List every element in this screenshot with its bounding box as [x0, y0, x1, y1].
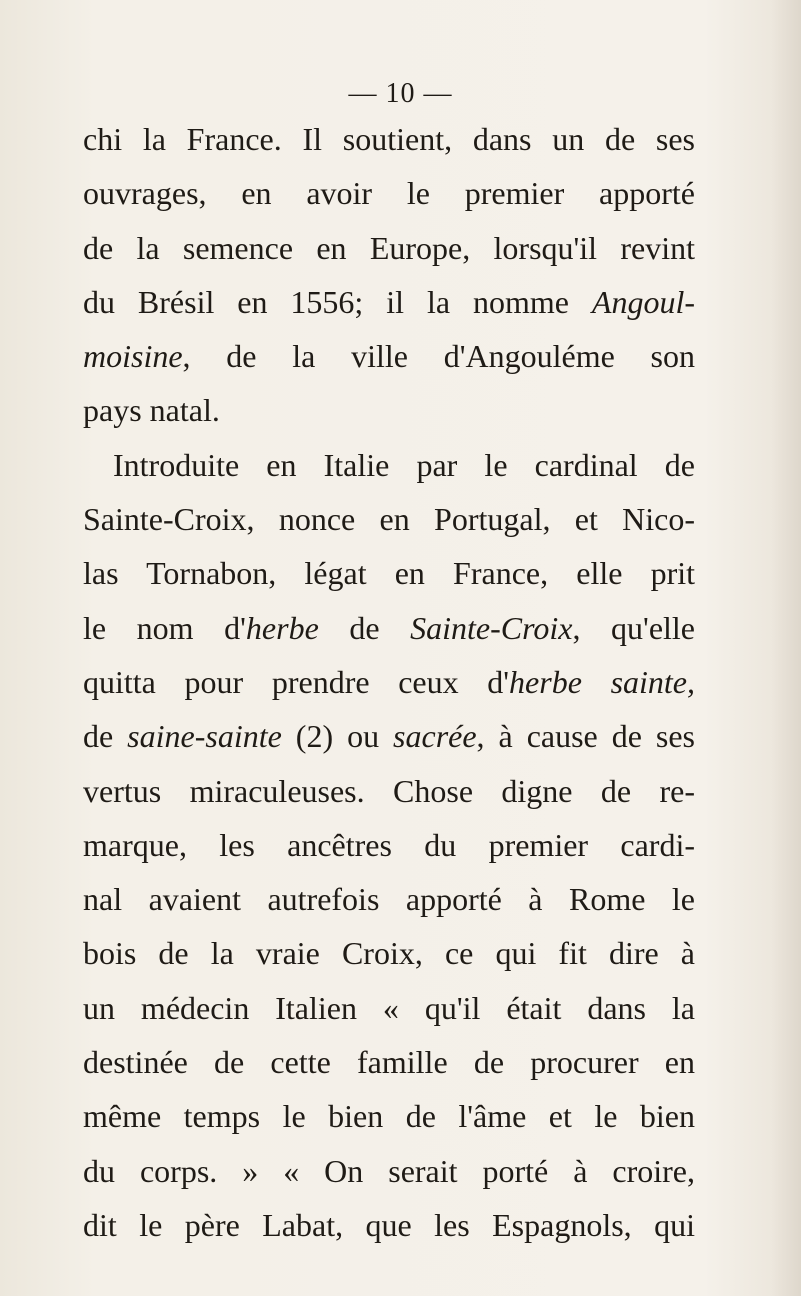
text-line-4: [83, 275, 695, 329]
text-line-13: [83, 764, 695, 818]
text-line-17: [83, 981, 695, 1035]
text-span: Sainte-Croix, nonce en Portugal, et Nico-: [83, 501, 695, 538]
text-line-19: [83, 1089, 695, 1143]
text-line-6: [83, 383, 695, 437]
text-span: même temps le bien de l'âme et le bien: [83, 1098, 695, 1135]
page-number-header: — 10 —: [348, 78, 453, 109]
text-span: nal avaient autrefois apporté à Rome le: [83, 881, 695, 918]
text-span: dit le père Labat, que les Espagnols, qui: [83, 1206, 695, 1243]
text-span: du corps. » « On serait porté à croire,: [83, 1152, 695, 1189]
text-line-10: [83, 601, 695, 655]
text-line-3: [83, 221, 695, 275]
italic-term: saine-sainte: [127, 718, 282, 755]
text-line-14: [83, 818, 695, 872]
italic-term: Sainte-Croix: [410, 609, 573, 646]
text-line-7: [83, 438, 695, 492]
text-span: chi la France. Il soutient, dans un de ses: [83, 121, 695, 157]
text-line-12: [83, 709, 695, 763]
text-span: las Tornabon, légat en France, elle prit: [83, 555, 695, 592]
text-span: , de la ville d'Angouléme son: [182, 338, 695, 375]
text-line-1: [83, 112, 695, 166]
text-line-2: [83, 166, 695, 220]
text-span: destinée de cette famille de procurer en: [83, 1044, 695, 1081]
text-span: quitta pour prendre ceux d': [83, 663, 510, 700]
text-span: bois de la vraie Croix, ce qui fit dire à: [83, 935, 695, 972]
italic-term: Angoul-: [591, 283, 695, 320]
text-line-16: [83, 926, 695, 980]
text-span: de la semence en Europe, lorsqu'il revint: [83, 229, 695, 266]
body-text: [83, 112, 695, 1252]
italic-term: herbe sainte,: [509, 663, 695, 700]
text-span: pays natal.: [83, 392, 220, 429]
text-span: de: [318, 609, 411, 646]
text-line-9: [83, 546, 695, 600]
text-line-15: [83, 872, 695, 926]
text-span: marque, les ancêtres du premier cardi-: [83, 826, 695, 863]
text-span: vertus miraculeuses. Chose digne de re-: [83, 772, 695, 809]
text-line-5: [83, 329, 695, 383]
text-span: Introduite en Italie par le cardinal de: [113, 446, 695, 483]
text-span: (2) ou: [281, 718, 394, 755]
text-line-11: [83, 655, 695, 709]
text-span: , à cause de ses: [476, 718, 695, 755]
text-line-21: [83, 1198, 695, 1252]
text-line-18: [83, 1035, 695, 1089]
text-span: un médecin Italien « qu'il était dans la: [83, 989, 695, 1026]
text-span: ouvrages, en avoir le premier apporté: [83, 175, 695, 212]
text-span: le nom d': [83, 609, 246, 646]
text-line-20: [83, 1144, 695, 1198]
italic-term: sacrée: [393, 718, 477, 755]
page-edge-shadow: [771, 0, 801, 1296]
text-span: de: [83, 718, 128, 755]
text-span: du Brésil en 1556; il la nomme: [83, 283, 592, 320]
text-span: , qu'elle: [572, 609, 695, 646]
text-line-8: [83, 492, 695, 546]
italic-term: herbe: [245, 609, 319, 646]
italic-term: moisine: [83, 338, 183, 375]
